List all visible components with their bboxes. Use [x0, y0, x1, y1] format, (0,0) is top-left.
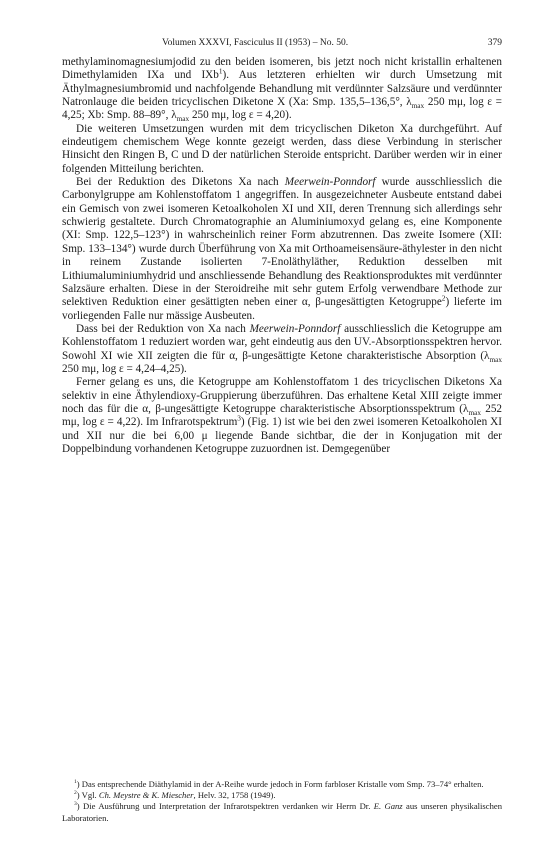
text-run: , Helv. 32, 1758 (1949).: [193, 790, 276, 801]
text-run: ) Das entsprechende Diäthylamid in der A-Reihe wurde jedoch in Form farbloser Kristalle vom Smp. 73–74° erhalten.: [76, 779, 484, 789]
text-run: methylaminomagnesiumjodid zu den beiden isomeren, bis jetzt noch nicht kristallin erhaltenen Dimethylamiden IXa und IXb: [62, 56, 502, 82]
text-run: aus unseren physikalischen Laboratorien.: [62, 801, 503, 823]
page-header: [62, 38, 502, 52]
italic-name: Ch. Meystre & K. Miescher: [98, 790, 194, 801]
footnote-ref: 1: [74, 779, 77, 786]
text-run: 250 mμ, log ε = 4,24–4,25).: [62, 362, 187, 375]
italic-name: E. Ganz: [373, 801, 403, 812]
subscript: max: [176, 115, 190, 124]
page-number: 379: [487, 38, 502, 48]
text-run: ausschliesslich die Ketogruppe am Kohlenstoffatom 1 reduziert worden war, geht eindeutig aus den UV.-Absorptionsspektren hervor. Sowohl XI wie XII zeigten die für α, β-ungesättigte Ketone charakteristische Absorption (λ: [62, 322, 503, 362]
text-run: ) Vgl.: [76, 790, 99, 801]
subscript: max: [468, 409, 481, 418]
footnote-3: [62, 801, 502, 823]
italic-name: Meerwein-Ponndorf: [249, 322, 341, 335]
text-run: Bei der Reduktion des Diketons Xa nach: [76, 176, 285, 189]
text-run: ). Aus letzteren erhielten wir durch Umsetzung mit Äthylmagnesiumbromid und nachfolgende Behandlung mit verdünnter Salzsäure und verdünnter Natronlauge die beiden tricyclischen Diketone X (Xa: Smp. 135,5–136,5°, λ: [62, 69, 502, 109]
paragraph-5: [62, 376, 502, 456]
paragraph-3: [62, 176, 502, 323]
main-text: [62, 56, 502, 456]
text-run: 252 mμ, log ε = 4,22). Im Infrarotspektrum: [62, 402, 502, 429]
footnote-ref: 2: [74, 790, 77, 797]
footnote-1: [62, 779, 502, 790]
paragraph-4: [62, 323, 502, 376]
text-run: Ferner gelang es uns, die Ketogruppe am Kohlenstoffatom 1 des tricyclischen Diketons Xa selektiv in eine Äthylendioxy-Gruppierung überzuführen. Das erhaltene Ketal XIII zeigte immer noch das für die α, β-ungesättigte Ketogruppe charakteristische Absorptionsspektrum (λ: [62, 376, 502, 415]
footnote-ref: 3: [74, 801, 77, 808]
subscript: max: [489, 355, 502, 364]
footnote-ref: 2: [441, 294, 446, 303]
text-run: Dass bei der Reduktion von Xa nach: [76, 322, 250, 335]
text-run: wurde ausschliesslich die Carbonylgruppe am Kohlenstoffatom 1 angegriffen. In ausgezeichneter Ausbeute entstand dabei ein Gemisch von zwei isomeren Ketoalkoholen XI und XII, deren Trennung sich allerdings sehr schwierig gestaltete. Durch Chromatographie an Aluminiumoxyd gelang es, eine Komponente (XI: Smp. 122,5–123°) in wahrscheinlich reiner Form abzutrennen. Das zweite Isomere (XII: Smp. 133–134°) wurde durch Überführung von Xa mit Orthoameisensäure-äthylester in den nicht in reinem Zustande isolierten 7-Enoläthyläther, Reduktion desselben mit Lithiumaluminiumhydrid und anschliessende Behandlung des Reaktionsproduktes mit verdünnter Salzsäure erhalten. Diese in der Steroidreihe mit sehr gutem Erfolg verwendbare Methode zur selektiven Reduktion einer gesättigten neben einer α, β-ungesättigten Ketogruppe: [62, 176, 503, 309]
text-run: Die weiteren Umsetzungen wurden mit dem tricyclischen Diketon Xa durchgeführt. Auf eindeutigem chemischem Wege konnte gezeigt werden, dass diese Verbindung in sterischer Hinsicht den Ringen B, C und D der natürlichen Steroide entspricht. Darüber werden wir in einer folgenden Mitteilung berichten.: [62, 122, 502, 175]
text-run: ) lieferte im vorliegenden Falle nur mässige Ausbeuten.: [62, 296, 502, 322]
footnote-ref: 1: [218, 67, 223, 76]
subscript: max: [411, 102, 425, 111]
text-run: 250 mμ, log ε = 4,25; Xb: Smp. 88–89°, λ: [62, 96, 502, 122]
text-run: ) (Fig. 1) ist wie bei den zwei isomeren Ketoalkoholen XI und XII nur die bei 6,00 μ liegende Bande sichtbar, die der in Konjugation mit der Doppelbindung vorhandenen Ketogruppe zuzuordnen ist. Demgegenüber: [62, 416, 502, 455]
paragraph-2: [62, 123, 502, 176]
footnote-ref: 3: [237, 414, 241, 423]
paragraph-1: [62, 56, 502, 123]
footnotes: [62, 779, 502, 824]
text-run: ) Die Ausführung und Interpretation der Infrarotspektren verdanken wir Herrn Dr.: [76, 801, 374, 812]
text-run: 250 mμ, log ε = 4,20).: [189, 109, 292, 122]
footnote-2: [62, 790, 502, 801]
running-head: Volumen XXXVI, Fasciculus II (1953) – No. 50.: [162, 38, 349, 48]
italic-name: Meerwein-Ponndorf: [284, 176, 376, 189]
